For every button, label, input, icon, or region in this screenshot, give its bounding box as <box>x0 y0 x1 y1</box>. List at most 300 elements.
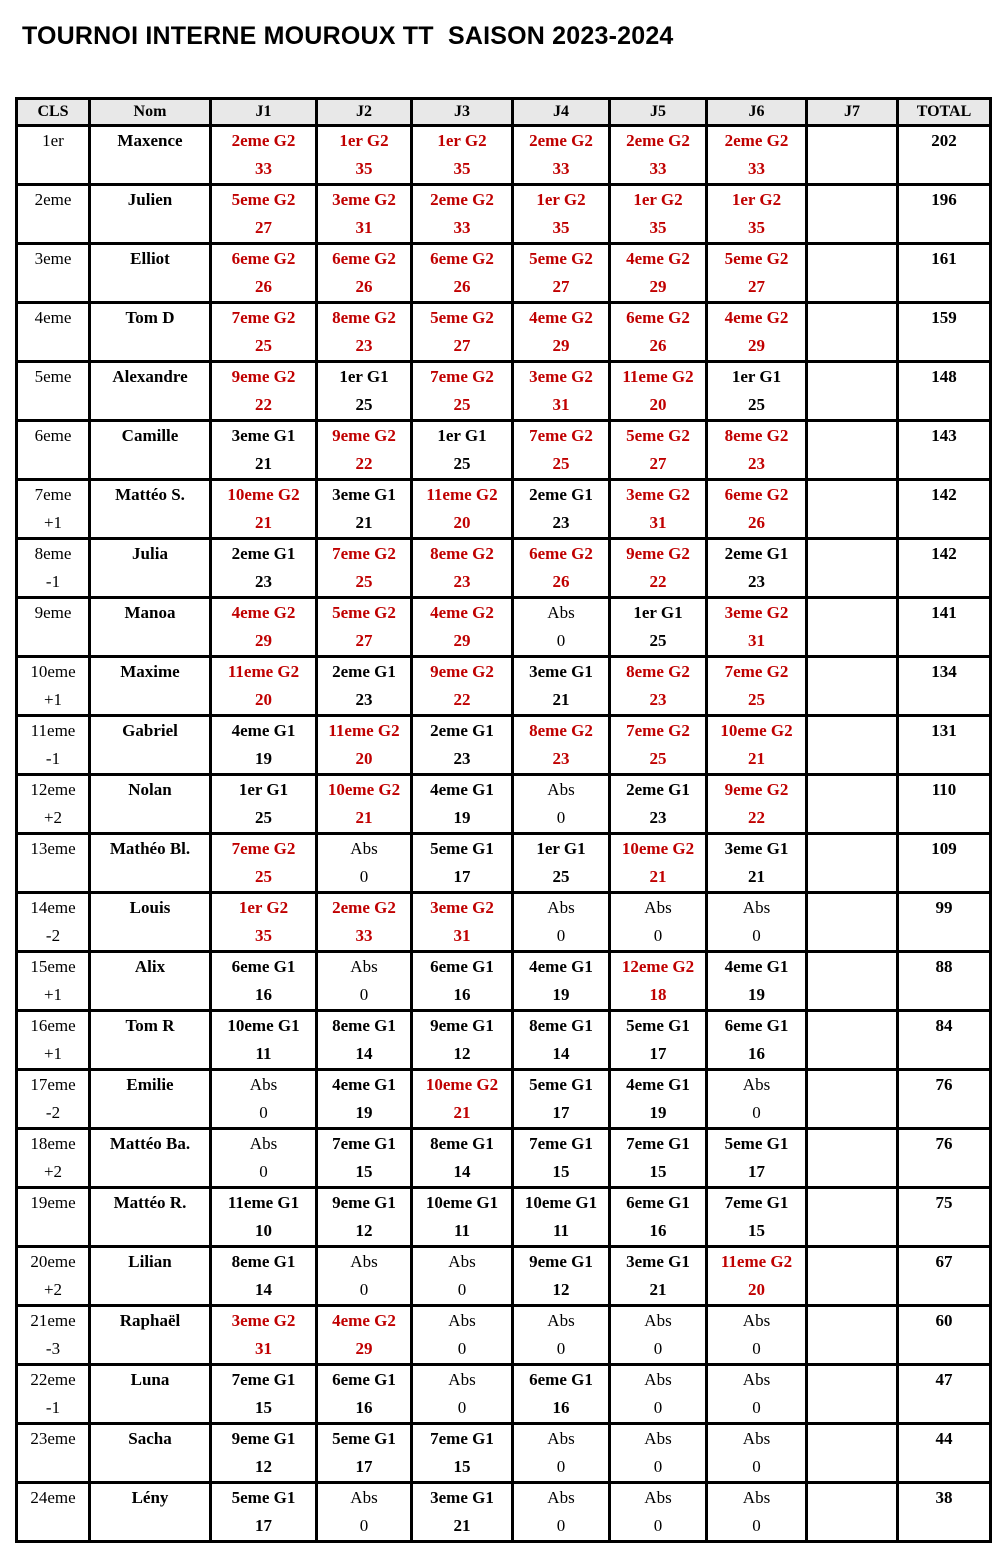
round-cell-j5 <box>610 1365 707 1424</box>
round-cell-j6 <box>707 716 807 775</box>
round-cell-j6 <box>707 362 807 421</box>
round-cell-j7 <box>807 244 898 303</box>
round-cell-j5 <box>610 539 707 598</box>
round-points: 26 <box>255 277 272 296</box>
round-placement: 11eme G2 <box>720 1252 793 1271</box>
round-points: 17 <box>255 1516 272 1535</box>
total-points: 159 <box>898 303 991 362</box>
round-cell-j7 <box>807 834 898 893</box>
round-cell-j3 <box>412 598 513 657</box>
round-points: 15 <box>748 1221 765 1240</box>
round-points: 20 <box>649 395 667 414</box>
round-cell-j4 <box>513 1483 610 1542</box>
round-placement: 1er G2 <box>238 898 289 917</box>
round-cell-j7 <box>807 952 898 1011</box>
round-points: 14 <box>355 1044 373 1063</box>
round-cell-j5 <box>610 716 707 775</box>
round-points: 26 <box>748 513 765 532</box>
player-name: Luna <box>90 1365 211 1424</box>
round-points: 12 <box>453 1044 471 1063</box>
round-points: 0 <box>752 926 761 945</box>
round-points: 0 <box>359 1516 369 1535</box>
round-cell-j6 <box>707 1306 807 1365</box>
round-cell-j6 <box>707 1129 807 1188</box>
player-name: Camille <box>90 421 211 480</box>
round-placement: 5eme G2 <box>332 603 396 622</box>
round-placement: 3eme G1 <box>231 426 296 445</box>
round-points: 25 <box>748 690 765 709</box>
round-points: 23 <box>552 513 570 532</box>
round-points: 17 <box>748 1162 765 1181</box>
round-points: 14 <box>255 1280 272 1299</box>
round-placement: 4eme G1 <box>332 1075 396 1094</box>
player-name: Gabriel <box>90 716 211 775</box>
round-placement: 1er G1 <box>731 367 782 386</box>
round-placement: 4eme G2 <box>332 1311 396 1330</box>
rank-label: 13eme <box>30 839 76 858</box>
table-row <box>17 893 991 952</box>
round-points: 29 <box>552 336 570 355</box>
round-placement: 2eme G2 <box>231 131 296 150</box>
round-cell-j7 <box>807 657 898 716</box>
round-points: 0 <box>359 867 369 886</box>
round-cell-j3 <box>412 480 513 539</box>
round-points: 21 <box>748 749 765 768</box>
rank-label: 22eme <box>30 1370 76 1389</box>
round-placement: 10eme G2 <box>621 839 695 858</box>
round-points: 23 <box>355 336 373 355</box>
round-cell-j1 <box>211 1306 317 1365</box>
round-placement: 8eme G2 <box>332 308 396 327</box>
rank-cell <box>17 716 90 775</box>
rank-move: +1 <box>43 1044 63 1063</box>
round-cell-j7 <box>807 303 898 362</box>
rank-cell <box>17 1188 90 1247</box>
round-cell-j7 <box>807 362 898 421</box>
round-cell-j4 <box>513 421 610 480</box>
table-row <box>17 1129 991 1188</box>
round-cell-j5 <box>610 775 707 834</box>
round-placement: 10eme G2 <box>327 780 401 799</box>
round-cell-j2 <box>317 539 412 598</box>
round-points: 20 <box>748 1280 765 1299</box>
page-title: TOURNOI INTERNE MOUROUX TT SAISON 2023-2024 <box>22 22 674 50</box>
rank-move: -3 <box>45 1339 61 1358</box>
header-cls: CLS <box>17 99 90 126</box>
round-placement: Abs <box>547 1488 575 1507</box>
round-placement: 11eme G2 <box>622 367 694 386</box>
round-cell-j1 <box>211 362 317 421</box>
round-cell-j3 <box>412 893 513 952</box>
round-points: 27 <box>355 631 373 650</box>
round-placement: 5eme G1 <box>529 1075 593 1094</box>
table-row <box>17 303 991 362</box>
round-cell-j1 <box>211 952 317 1011</box>
round-placement: 5eme G1 <box>626 1016 690 1035</box>
round-placement: Abs <box>644 1429 672 1448</box>
round-cell-j1 <box>211 1129 317 1188</box>
total-points: 148 <box>898 362 991 421</box>
ranking-table <box>15 97 992 1543</box>
total-points: 67 <box>898 1247 991 1306</box>
rank-move: +1 <box>43 690 63 709</box>
round-cell-j2 <box>317 598 412 657</box>
round-cell-j5 <box>610 126 707 185</box>
round-placement: 8eme G2 <box>724 426 789 445</box>
round-points: 16 <box>748 1044 765 1063</box>
round-points: 15 <box>649 1162 667 1181</box>
round-cell-j1 <box>211 1483 317 1542</box>
player-name: Nolan <box>90 775 211 834</box>
player-name: Maxime <box>90 657 211 716</box>
total-points: 76 <box>898 1129 991 1188</box>
round-cell-j6 <box>707 1188 807 1247</box>
rank-cell <box>17 1011 90 1070</box>
round-cell-j5 <box>610 362 707 421</box>
rank-cell <box>17 421 90 480</box>
round-points: 35 <box>453 159 471 178</box>
round-cell-j2 <box>317 303 412 362</box>
round-cell-j2 <box>317 834 412 893</box>
rank-cell <box>17 303 90 362</box>
round-cell-j2 <box>317 362 412 421</box>
round-points: 22 <box>649 572 667 591</box>
round-points: 0 <box>653 1339 663 1358</box>
round-cell-j3 <box>412 539 513 598</box>
round-points: 14 <box>453 1162 471 1181</box>
round-points: 0 <box>752 1103 761 1122</box>
round-cell-j4 <box>513 1306 610 1365</box>
total-points: 142 <box>898 539 991 598</box>
round-placement: Abs <box>742 1429 771 1448</box>
total-points: 134 <box>898 657 991 716</box>
round-placement: 4eme G2 <box>529 308 593 327</box>
round-cell-j1 <box>211 1424 317 1483</box>
player-name: Lény <box>90 1483 211 1542</box>
round-placement: 3eme G1 <box>724 839 789 858</box>
round-cell-j4 <box>513 1365 610 1424</box>
round-placement: 5eme G1 <box>430 839 494 858</box>
rank-cell <box>17 598 90 657</box>
round-placement: 6eme G1 <box>332 1370 396 1389</box>
table-row <box>17 362 991 421</box>
round-placement: 7eme G2 <box>430 367 494 386</box>
round-cell-j2 <box>317 1365 412 1424</box>
round-points: 22 <box>453 690 471 709</box>
rank-move: +1 <box>43 513 63 532</box>
rank-cell <box>17 1483 90 1542</box>
round-points: 33 <box>748 159 765 178</box>
round-placement: 2eme G1 <box>724 544 789 563</box>
round-cell-j7 <box>807 893 898 952</box>
round-points: 15 <box>355 1162 373 1181</box>
round-cell-j3 <box>412 716 513 775</box>
table-row <box>17 1365 991 1424</box>
round-placement: 2eme G2 <box>430 190 494 209</box>
round-cell-j1 <box>211 893 317 952</box>
round-placement: Abs <box>742 1075 771 1094</box>
header-j7: J7 <box>807 99 898 126</box>
round-cell-j4 <box>513 657 610 716</box>
rank-label: 14eme <box>30 898 76 917</box>
round-cell-j2 <box>317 1188 412 1247</box>
player-name: Mattéo Ba. <box>90 1129 211 1188</box>
round-cell-j4 <box>513 716 610 775</box>
round-points: 12 <box>355 1221 373 1240</box>
player-name: Tom D <box>90 303 211 362</box>
rank-move: +2 <box>43 808 63 827</box>
round-points: 23 <box>649 690 667 709</box>
round-cell-j3 <box>412 1483 513 1542</box>
round-placement: 2eme G1 <box>231 544 296 563</box>
rank-cell <box>17 362 90 421</box>
round-cell-j7 <box>807 480 898 539</box>
round-points: 12 <box>255 1457 272 1476</box>
round-placement: 3eme G1 <box>529 662 593 681</box>
round-cell-j1 <box>211 539 317 598</box>
table-row <box>17 775 991 834</box>
round-placement: 5eme G2 <box>529 249 593 268</box>
round-points: 31 <box>453 926 471 945</box>
round-placement: 6eme G2 <box>724 485 789 504</box>
round-cell-j4 <box>513 952 610 1011</box>
round-points: 0 <box>457 1398 467 1417</box>
header-row <box>17 99 991 126</box>
round-placement: 9eme G1 <box>529 1252 593 1271</box>
round-points: 11 <box>552 1221 570 1240</box>
round-cell-j5 <box>610 185 707 244</box>
round-placement: 4eme G2 <box>231 603 296 622</box>
total-points: 161 <box>898 244 991 303</box>
round-points: 0 <box>457 1280 467 1299</box>
round-cell-j5 <box>610 480 707 539</box>
round-points: 20 <box>255 690 272 709</box>
round-cell-j1 <box>211 303 317 362</box>
round-placement: 9eme G2 <box>332 426 396 445</box>
rank-move: +2 <box>43 1280 63 1299</box>
round-points: 26 <box>355 277 373 296</box>
rank-cell <box>17 126 90 185</box>
round-placement: 1er G2 <box>339 131 389 150</box>
round-points: 10 <box>255 1221 272 1240</box>
total-points: 109 <box>898 834 991 893</box>
round-points: 29 <box>649 277 667 296</box>
player-name: Julien <box>90 185 211 244</box>
round-cell-j7 <box>807 1188 898 1247</box>
round-cell-j4 <box>513 775 610 834</box>
round-cell-j3 <box>412 126 513 185</box>
round-cell-j4 <box>513 1247 610 1306</box>
round-cell-j1 <box>211 126 317 185</box>
round-placement: 4eme G1 <box>724 957 789 976</box>
round-placement: Abs <box>547 1311 575 1330</box>
round-cell-j1 <box>211 657 317 716</box>
round-points: 16 <box>649 1221 667 1240</box>
table-row <box>17 834 991 893</box>
round-cell-j5 <box>610 598 707 657</box>
rank-label: 20eme <box>30 1252 76 1271</box>
round-cell-j5 <box>610 244 707 303</box>
round-cell-j1 <box>211 1247 317 1306</box>
table-row <box>17 421 991 480</box>
rank-label: 18eme <box>30 1134 76 1153</box>
rank-label: 4eme <box>34 308 72 327</box>
round-placement: 10eme G2 <box>227 485 300 504</box>
round-points: 25 <box>649 631 667 650</box>
round-points: 15 <box>453 1457 471 1476</box>
round-points: 33 <box>355 926 373 945</box>
round-placement: Abs <box>644 1370 672 1389</box>
rank-cell <box>17 952 90 1011</box>
round-points: 23 <box>453 572 471 591</box>
round-cell-j2 <box>317 480 412 539</box>
round-cell-j6 <box>707 1483 807 1542</box>
round-cell-j5 <box>610 1424 707 1483</box>
round-placement: 10eme G2 <box>720 721 793 740</box>
round-placement: Abs <box>742 1488 771 1507</box>
round-placement: 6eme G2 <box>430 249 494 268</box>
round-placement: 6eme G1 <box>231 957 296 976</box>
round-cell-j6 <box>707 126 807 185</box>
round-cell-j2 <box>317 1129 412 1188</box>
rank-label: 21eme <box>30 1311 76 1330</box>
round-cell-j5 <box>610 1247 707 1306</box>
round-cell-j1 <box>211 834 317 893</box>
total-points: 110 <box>898 775 991 834</box>
rank-cell <box>17 775 90 834</box>
rank-label: 12eme <box>30 780 76 799</box>
round-placement: Abs <box>547 898 575 917</box>
round-cell-j6 <box>707 303 807 362</box>
round-points: 25 <box>255 336 272 355</box>
round-placement: 12eme G2 <box>621 957 695 976</box>
round-placement: 7eme G2 <box>332 544 396 563</box>
round-cell-j6 <box>707 421 807 480</box>
round-placement: 1er G1 <box>633 603 683 622</box>
round-points: 23 <box>649 808 667 827</box>
round-cell-j5 <box>610 421 707 480</box>
round-placement: 4eme G1 <box>626 1075 690 1094</box>
player-name: Mathéo Bl. <box>90 834 211 893</box>
round-points: 19 <box>552 985 570 1004</box>
round-placement: 5eme G2 <box>231 190 296 209</box>
round-placement: Abs <box>448 1311 476 1330</box>
round-points: 33 <box>552 159 570 178</box>
round-placement: 10eme G1 <box>524 1193 598 1212</box>
total-points: 84 <box>898 1011 991 1070</box>
round-points: 19 <box>649 1103 667 1122</box>
round-points: 25 <box>255 867 272 886</box>
round-cell-j6 <box>707 539 807 598</box>
rank-move: +2 <box>43 1162 63 1181</box>
round-points: 0 <box>556 1516 566 1535</box>
round-placement: 5eme G2 <box>430 308 494 327</box>
round-placement: Abs <box>742 1311 771 1330</box>
header-j6: J6 <box>707 99 807 126</box>
round-placement: 1er G1 <box>536 839 586 858</box>
round-placement: 7eme G1 <box>724 1193 789 1212</box>
round-cell-j2 <box>317 126 412 185</box>
round-placement: Abs <box>644 1311 672 1330</box>
round-placement: 7eme G1 <box>332 1134 396 1153</box>
table-row <box>17 1483 991 1542</box>
round-points: 17 <box>552 1103 570 1122</box>
round-cell-j1 <box>211 716 317 775</box>
rank-cell <box>17 893 90 952</box>
round-placement: 4eme G2 <box>626 249 690 268</box>
round-points: 0 <box>653 926 663 945</box>
round-placement: 3eme G2 <box>231 1311 296 1330</box>
header-total: TOTAL <box>898 99 991 126</box>
round-placement: 8eme G2 <box>626 662 690 681</box>
round-placement: 7eme G2 <box>724 662 789 681</box>
round-cell-j5 <box>610 1070 707 1129</box>
round-cell-j1 <box>211 185 317 244</box>
round-placement: 7eme G2 <box>626 721 690 740</box>
round-placement: 2eme G1 <box>529 485 593 504</box>
round-placement: Abs <box>448 1370 476 1389</box>
total-points: 142 <box>898 480 991 539</box>
round-points: 25 <box>552 454 570 473</box>
round-cell-j6 <box>707 1011 807 1070</box>
round-placement: 6eme G2 <box>332 249 396 268</box>
total-points: 202 <box>898 126 991 185</box>
total-points: 76 <box>898 1070 991 1129</box>
round-cell-j2 <box>317 1011 412 1070</box>
round-cell-j2 <box>317 185 412 244</box>
player-name: Alexandre <box>90 362 211 421</box>
rank-label: 16eme <box>30 1016 76 1035</box>
round-cell-j2 <box>317 421 412 480</box>
round-cell-j5 <box>610 1011 707 1070</box>
round-cell-j7 <box>807 1011 898 1070</box>
round-points: 25 <box>355 395 373 414</box>
round-points: 0 <box>752 1516 761 1535</box>
round-placement: 1er G2 <box>633 190 683 209</box>
round-cell-j2 <box>317 657 412 716</box>
total-points: 38 <box>898 1483 991 1542</box>
round-points: 19 <box>255 749 272 768</box>
rank-label: 9eme <box>34 603 72 622</box>
rank-cell <box>17 1365 90 1424</box>
round-points: 19 <box>453 808 471 827</box>
round-points: 0 <box>556 926 566 945</box>
round-points: 26 <box>649 336 667 355</box>
rank-cell <box>17 480 90 539</box>
round-points: 0 <box>359 985 369 1004</box>
round-cell-j3 <box>412 244 513 303</box>
round-points: 33 <box>453 218 471 237</box>
round-points: 0 <box>259 1162 268 1181</box>
round-points: 14 <box>552 1044 570 1063</box>
round-cell-j3 <box>412 1247 513 1306</box>
round-placement: 3eme G2 <box>724 603 789 622</box>
round-cell-j4 <box>513 185 610 244</box>
round-placement: 8eme G1 <box>430 1134 494 1153</box>
round-placement: 2eme G1 <box>332 662 396 681</box>
total-points: 141 <box>898 598 991 657</box>
rank-cell <box>17 657 90 716</box>
round-placement: 9eme G2 <box>626 544 690 563</box>
round-cell-j7 <box>807 1070 898 1129</box>
round-placement: 1er G1 <box>437 426 487 445</box>
round-points: 33 <box>649 159 667 178</box>
table-row <box>17 952 991 1011</box>
round-cell-j4 <box>513 598 610 657</box>
round-placement: 5eme G2 <box>626 426 690 445</box>
rank-label: 1er <box>42 131 64 150</box>
round-placement: 2eme G1 <box>626 780 690 799</box>
